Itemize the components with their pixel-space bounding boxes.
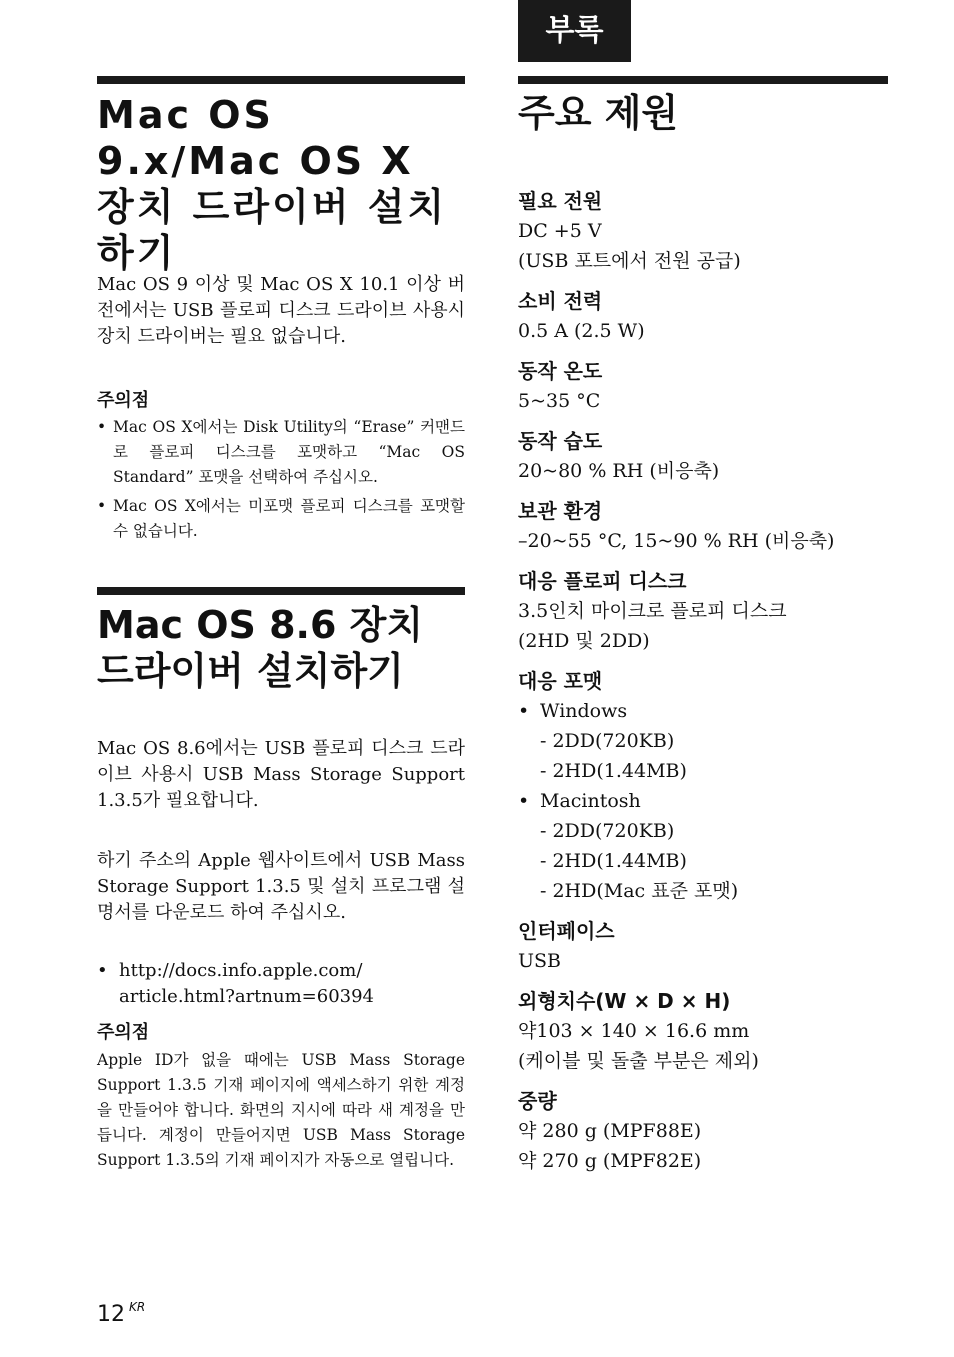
spec-label: 외형치수(W × D × H)	[518, 989, 731, 1013]
spec-value: 약 280 g (MPF88E) 약 270 g (MPF82E)	[518, 1120, 702, 1172]
url-list	[97, 958, 465, 1010]
spec-label: 인터페이스	[518, 919, 615, 943]
spec-label: 필요 전원	[518, 189, 603, 213]
spec-value: 3.5인치 마이크로 플로피 디스크 (2HD 및 2DD)	[518, 600, 787, 652]
format-subitem: - 2DD(720KB)	[540, 816, 888, 846]
format-item	[518, 696, 888, 786]
spec-value: 0.5 A (2.5 W)	[518, 320, 645, 342]
format-item	[518, 786, 888, 906]
spec-label: 동작 온도	[518, 359, 603, 383]
section-title-macos86: Mac OS 8.6 장치 드라이버 설치하기	[97, 603, 424, 693]
section-body-download: 하기 주소의 Apple 웹사이트에서 USB Mass Storage Support 1.3.5 및 설치 프로그램 설명서를 다운로드 하여 주십시오.	[97, 850, 465, 923]
spec-value: 약103 × 140 × 16.6 mm (케이블 및 돌출 부분은 제외)	[518, 1020, 759, 1072]
format-list	[518, 696, 888, 906]
note-text: Apple ID가 없을 때에는 USB Mass Storage Support 1.3.5 기재 페이지에 액세스하기 위한 계정을 만들어야 합니다. 화면의 지시에 따라 새 계정을 만듭니다. 계정이 만들어지면 USB Mass Storage Support 1.3.5의 기재 페이지가 자동으로 열립니다.	[97, 1051, 465, 1169]
spec-label: 소비 전력	[518, 289, 603, 313]
note-title: 주의점	[97, 390, 150, 411]
spec-value: –20~55 °C, 15~90 % RH (비응축)	[518, 530, 835, 552]
spec-label: 중량	[518, 1089, 557, 1113]
format-os: Windows	[540, 700, 628, 722]
format-subitem: - 2HD(1.44MB)	[540, 846, 888, 876]
spec-label: 대응 포맷	[518, 669, 603, 693]
page-number	[97, 1300, 145, 1327]
note-title: 주의점	[97, 1022, 150, 1043]
spec-label: 보관 환경	[518, 499, 603, 523]
appendix-label: 부록	[518, 0, 631, 62]
region-code: KR	[129, 1300, 146, 1314]
spec-value: 20~80 % RH (비응축)	[518, 460, 720, 482]
section-body-macos9: Mac OS 9 이상 및 Mac OS X 10.1 이상 버전에서는 USB 플로피 디스크 드라이브 사용시 장치 드라이버는 필요 없습니다.	[97, 274, 465, 347]
specs-list	[518, 186, 888, 1186]
section-rule	[97, 587, 465, 595]
page-number-value: 12	[97, 1302, 125, 1327]
spec-value: DC +5 V (USB 포트에서 전원 공급)	[518, 220, 741, 272]
url-line: article.html?artnum=60394	[119, 986, 375, 1007]
section-rule	[97, 76, 465, 84]
format-subitem: - 2DD(720KB)	[540, 726, 888, 756]
spec-value: USB	[518, 950, 561, 972]
format-subitem: - 2HD(Mac 표준 포맷)	[540, 876, 888, 906]
spec-label: 대응 플로피 디스크	[518, 569, 687, 593]
section-rule	[518, 76, 888, 84]
spec-value: 5~35 °C	[518, 390, 601, 412]
url-line: http://docs.info.apple.com/	[119, 960, 363, 981]
specs-title: 주요 제원	[518, 91, 679, 135]
note-list	[97, 415, 465, 548]
section-body-macos86: Mac OS 8.6에서는 USB 플로피 디스크 드라이브 사용시 USB Mass Storage Support 1.3.5가 필요합니다.	[97, 738, 465, 811]
note-item: • Mac OS X에서는 Disk Utility의 “Erase” 커맨드로 플로피 디스크를 포맷하고 “Mac OS Standard” 포맷을 선택하여 주십시오.	[97, 415, 465, 490]
section-title-macos9: Mac OS 9.x/Mac OS X 장치 드라이버 설치하기	[97, 93, 448, 275]
apple-url-link[interactable]	[97, 958, 465, 1010]
note-item: • Mac OS X에서는 미포맷 플로피 디스크를 포맷할 수 없습니다.	[97, 494, 465, 544]
format-os: Macintosh	[540, 790, 641, 812]
spec-label: 동작 습도	[518, 429, 603, 453]
format-subitem: - 2HD(1.44MB)	[540, 756, 888, 786]
